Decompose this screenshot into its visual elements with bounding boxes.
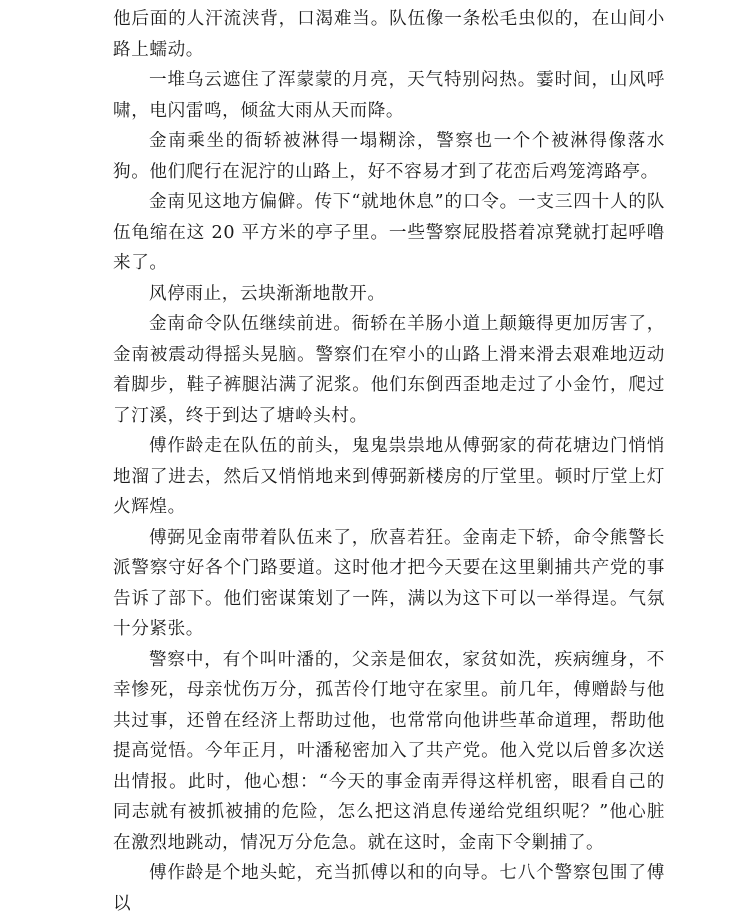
paragraph-8: 傅弼见金南带着队伍来了，欣喜若狂。金南走下轿，命令熊警长派警察守好各个门路要道。这时他才把今天要在这里剿捕共产党的事告诉了部下。他们密谋策划了一阵，满以为这下可以一举得逞。气氛十分紧张。 [113, 527, 665, 639]
paragraph-9: 警察中，有个叫叶潘的，父亲是佃农，家贫如洗，疾病缠身，不幸惨死，母亲忧伤万分，孤苦伶仃地守在家里。前几年，傅赠龄与他共过事，还曾在经济上帮助过他，也常常向他讲些革命道理，帮助他提高觉悟。今年正月，叶潘秘密加入了共产党。他入党以后曾多次送出情报。此时，他心想：“今天的事金南弄得这样机密，眼看自己的同志就有被抓被捕的危险，怎么把这消息传递给党组织呢？”他心脏在激烈地跳动，情况万分危急。就在这时，金南下令剿捕了。 [113, 649, 665, 853]
paragraph-3: 金南乘坐的衙轿被淋得一塌糊涂，警察也一个个被淋得像落水狗。他们爬行在泥泞的山路上，好不容易才到了花峦后鸡笼湾路亭。 [113, 131, 665, 182]
paragraph-4: 金南见这地方偏僻。传下“就地休息”的口令。一支三四十人的队伍龟缩在这 20 平方米的亭子里。一些警察屁股搭着凉凳就打起呼噜来了。 [113, 192, 665, 273]
paragraph-7: 傅作龄走在队伍的前头，鬼鬼祟祟地从傅弼家的荷花塘边门悄悄地溜了进去，然后又悄悄地来到傅弼新楼房的厅堂里。顿时厅堂上灯火辉煌。 [113, 436, 665, 517]
paragraph-6: 金南命令队伍继续前进。衙轿在羊肠小道上颠簸得更加厉害了，金南被震动得摇头晃脑。警察们在窄小的山路上滑来滑去艰难地迈动着脚步，鞋子裤腿沾满了泥浆。他们东倒西歪地走过了小金竹，爬过了汀溪，终于到达了塘岭头村。 [113, 314, 665, 426]
paragraph-10: 傅作龄是个地头蛇，充当抓傅以和的向导。七八个警察包围了傅以 [113, 863, 665, 914]
paragraph-1: 他后面的人汗流浃背，口渴难当。队伍像一条松毛虫似的，在山间小路上蠕动。 [113, 9, 665, 60]
paragraph-2: 一堆乌云遮住了浑蒙蒙的月亮，天气特别闷热。霎时间，山风呼啸，电闪雷鸣，倾盆大雨从天而降。 [113, 70, 665, 121]
paragraph-5: 风停雨止，云块渐渐地散开。 [149, 283, 386, 304]
document-page [113, 4, 665, 919]
